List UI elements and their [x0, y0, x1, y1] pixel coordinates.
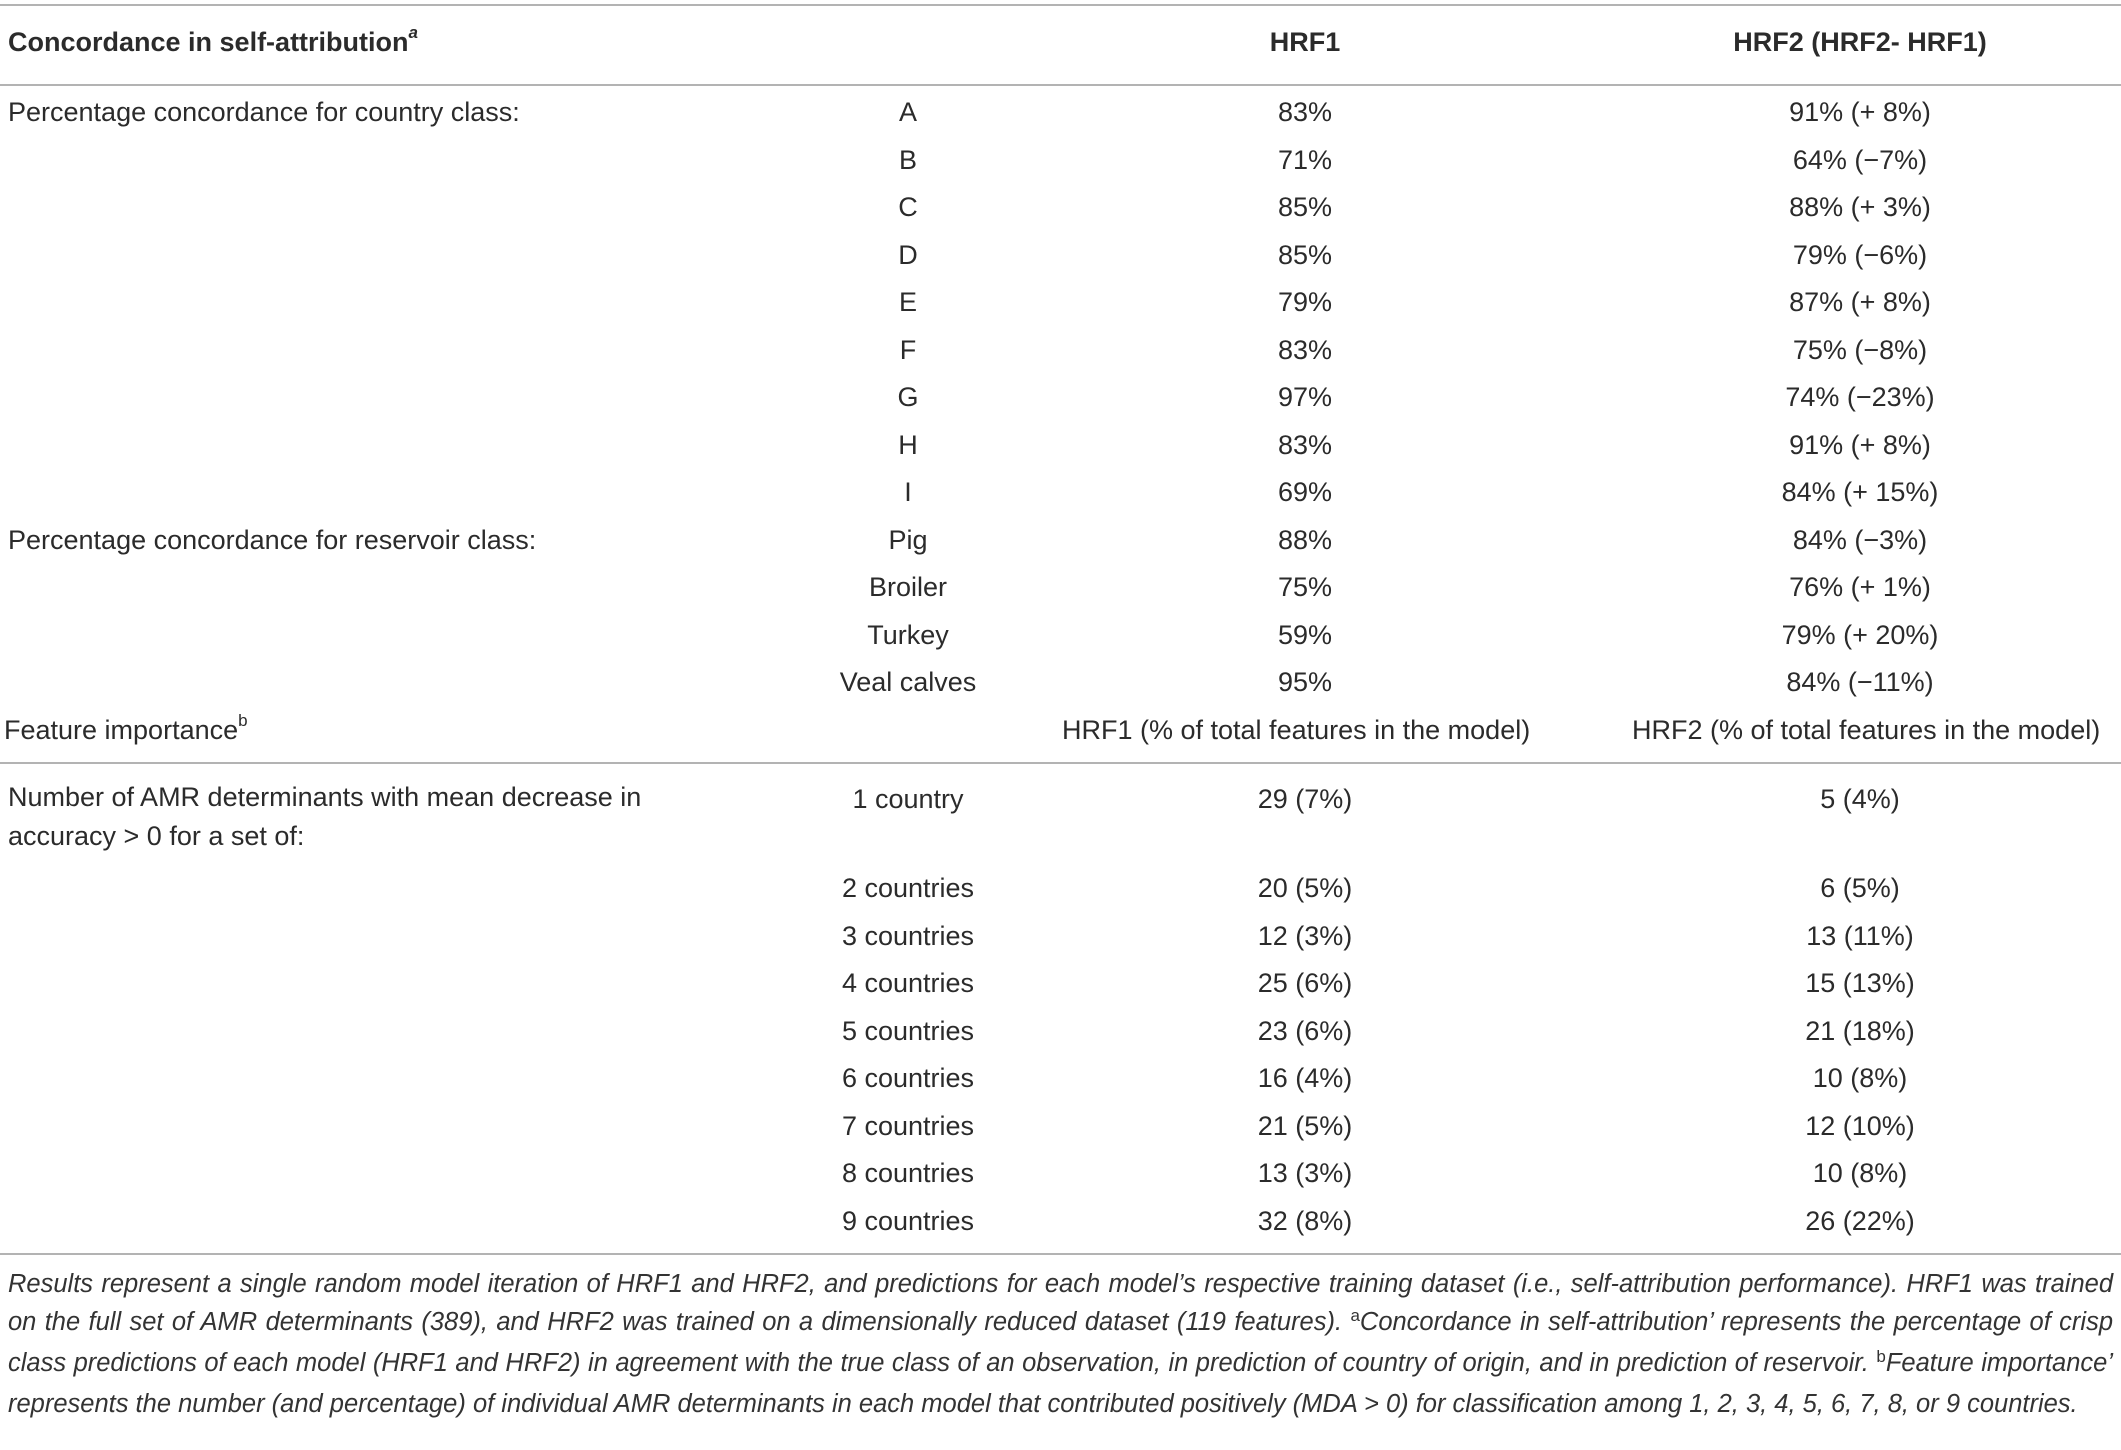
hrf2-cell: 12 (10%)	[1805, 1110, 1915, 1141]
table-row	[0, 776, 2121, 823]
feature-header-row	[0, 707, 2121, 754]
hrf1-cell: 95%	[1277, 667, 1333, 697]
class-cell: Veal calves	[839, 667, 977, 697]
table-row	[0, 659, 2121, 706]
hrf1-cell: 16 (4%)	[1257, 1063, 1353, 1093]
hrf1-cell: 79%	[1277, 287, 1333, 317]
hrf2-cell: 91% (+ 8%)	[1789, 429, 1931, 460]
table-row	[0, 1103, 2121, 1150]
table-row	[0, 1055, 2121, 1102]
header-hrf1: HRF1	[1269, 27, 1341, 57]
hrf2-cell: 13 (11%)	[1806, 920, 1914, 951]
table-row	[0, 422, 2121, 469]
hrf2-cell: 75% (−8%)	[1792, 334, 1928, 365]
class-cell: H	[898, 429, 918, 460]
hrf1-cell: 75%	[1277, 572, 1333, 602]
class-cell: C	[898, 192, 918, 222]
hrf2-cell: 84% (+ 15%)	[1781, 477, 1939, 507]
hrf2-cell: 87% (+ 8%)	[1789, 287, 1931, 317]
set-cell: 1 country	[852, 784, 964, 814]
hrf1-cell: 69%	[1277, 477, 1333, 507]
hrf1-cell: 59%	[1277, 619, 1333, 650]
hrf2-cell: 84% (−3%)	[1792, 524, 1928, 555]
header-concordance: Concordance in self-attribution$^a$	[8, 23, 418, 57]
class-cell: E	[898, 287, 917, 317]
hrf1-cell: 83%	[1277, 334, 1333, 365]
table-row	[0, 612, 2121, 659]
hrf2-cell: 76% (+ 1%)	[1789, 572, 1931, 602]
hrf2-cell: 74% (−23%)	[1785, 382, 1935, 412]
table-row	[0, 1150, 2121, 1197]
table-row	[0, 913, 2121, 960]
feature-header-hrf2: HRF2 (% of total features in the model)	[1632, 714, 2101, 745]
set-cell: 2 countries	[841, 873, 975, 903]
hrf1-cell: 85%	[1277, 192, 1333, 222]
class-cell: D	[898, 239, 918, 270]
table-header-row	[0, 19, 2121, 66]
class-cell: Pig	[888, 524, 928, 555]
hrf2-cell: 91% (+ 8%)	[1789, 97, 1931, 127]
class-cell: B	[898, 144, 917, 175]
table-footnote	[8, 1265, 2113, 1423]
set-cell: 8 countries	[841, 1158, 975, 1188]
hrf1-cell: 20 (5%)	[1257, 873, 1353, 903]
country-section-label: Percentage concordance for country class:	[8, 97, 520, 127]
feature-header-hrf1: HRF1 (% of total features in the model)	[1062, 714, 1531, 745]
class-cell: G	[897, 382, 919, 412]
table-row	[0, 564, 2121, 611]
hrf1-cell: 23 (6%)	[1257, 1015, 1353, 1046]
header-rule	[0, 84, 2121, 86]
footnote-marker-a: a	[1350, 1306, 1360, 1325]
table-bottom-rule	[0, 1253, 2121, 1255]
hrf2-cell: 84% (−11%)	[1786, 667, 1934, 697]
table-row	[0, 137, 2121, 184]
table-row	[0, 960, 2121, 1007]
hrf1-cell: 85%	[1277, 239, 1333, 270]
class-cell: A	[898, 97, 917, 127]
hrf1-cell: 12 (3%)	[1257, 920, 1353, 951]
table-row	[0, 89, 2121, 136]
hrf1-cell: 83%	[1277, 429, 1333, 460]
table-row	[0, 374, 2121, 421]
hrf1-cell: 32 (8%)	[1257, 1205, 1353, 1236]
table-row	[0, 184, 2121, 231]
hrf1-cell: 71%	[1277, 144, 1333, 175]
set-cell: 5 countries	[841, 1015, 975, 1046]
hrf2-cell: 10 (8%)	[1812, 1063, 1908, 1093]
hrf1-cell: 29 (7%)	[1257, 784, 1353, 814]
class-cell: I	[904, 477, 912, 507]
hrf2-cell: 64% (−7%)	[1792, 144, 1928, 175]
class-cell: F	[899, 334, 917, 365]
set-cell: 6 countries	[841, 1063, 975, 1093]
set-cell: 7 countries	[841, 1110, 975, 1141]
hrf1-cell: 21 (5%)	[1257, 1110, 1353, 1141]
footnote-part3: Feature importance’ represents the number (and percentage) of individual AMR determinants in each model that contributed positively (MDA > 0) for classification among 1, 2, 3, 4, 5, 6, 7, 8, or 9 countries.	[8, 1349, 2113, 1418]
hrf2-cell: 79% (−6%)	[1792, 239, 1928, 270]
table-row	[0, 279, 2121, 326]
table-row	[0, 865, 2121, 912]
hrf2-cell: 21 (18%)	[1805, 1015, 1915, 1046]
set-cell: 3 countries	[841, 920, 975, 951]
set-cell: 4 countries	[841, 968, 975, 998]
hrf2-cell: 6 (5%)	[1820, 873, 1900, 903]
hrf2-cell: 15 (13%)	[1805, 968, 1915, 998]
set-cell: 9 countries	[841, 1205, 975, 1236]
feature-header-rule	[0, 762, 2121, 764]
table-row	[0, 517, 2121, 564]
feature-importance-label: Feature importance$^b$	[4, 710, 248, 745]
table-row	[0, 232, 2121, 279]
footnote-part2: Concordance in self-attribution’ represents the percentage of crisp class predictions of each model (HRF1 and HRF2) in agreement with the true class of an observation, in prediction of country of origin, and in prediction of reservoir.	[8, 1308, 2114, 1377]
reservoir-section-label: Percentage concordance for reservoir class:	[8, 524, 537, 555]
hrf2-cell: 26 (22%)	[1805, 1205, 1915, 1236]
table-row	[0, 327, 2121, 374]
class-cell: Broiler	[868, 572, 948, 602]
footnote-part1: Results represent a single random model iteration of HRF1 and HRF2, and predictions for each model’s respective training dataset (i.e., self-attribution performance). HRF1 was trained on the full set of AMR determinants (389), and HRF2 was trained on a dimensionally reduced dataset (119 features).	[8, 1270, 2113, 1336]
hrf1-cell: 25 (6%)	[1257, 968, 1353, 998]
hrf1-cell: 88%	[1277, 524, 1333, 555]
hrf2-cell: 88% (+ 3%)	[1789, 192, 1931, 222]
table-row	[0, 1008, 2121, 1055]
hrf2-cell: 79% (+ 20%)	[1781, 619, 1939, 650]
hrf2-cell: 10 (8%)	[1812, 1158, 1908, 1188]
class-cell: Turkey	[867, 619, 949, 650]
table-top-rule	[0, 4, 2121, 6]
hrf1-cell: 83%	[1277, 97, 1333, 127]
feature-section-label: Number of AMR determinants with mean decrease in accuracy > 0 for a set of:	[8, 782, 642, 851]
hrf1-cell: 97%	[1277, 382, 1333, 412]
header-hrf2: HRF2 (HRF2- HRF1)	[1733, 27, 1987, 57]
table-row	[0, 469, 2121, 516]
footnote-marker-b: b	[1876, 1347, 1886, 1366]
table-row	[0, 1198, 2121, 1245]
hrf1-cell: 13 (3%)	[1257, 1158, 1353, 1188]
hrf2-cell: 5 (4%)	[1820, 784, 1900, 814]
